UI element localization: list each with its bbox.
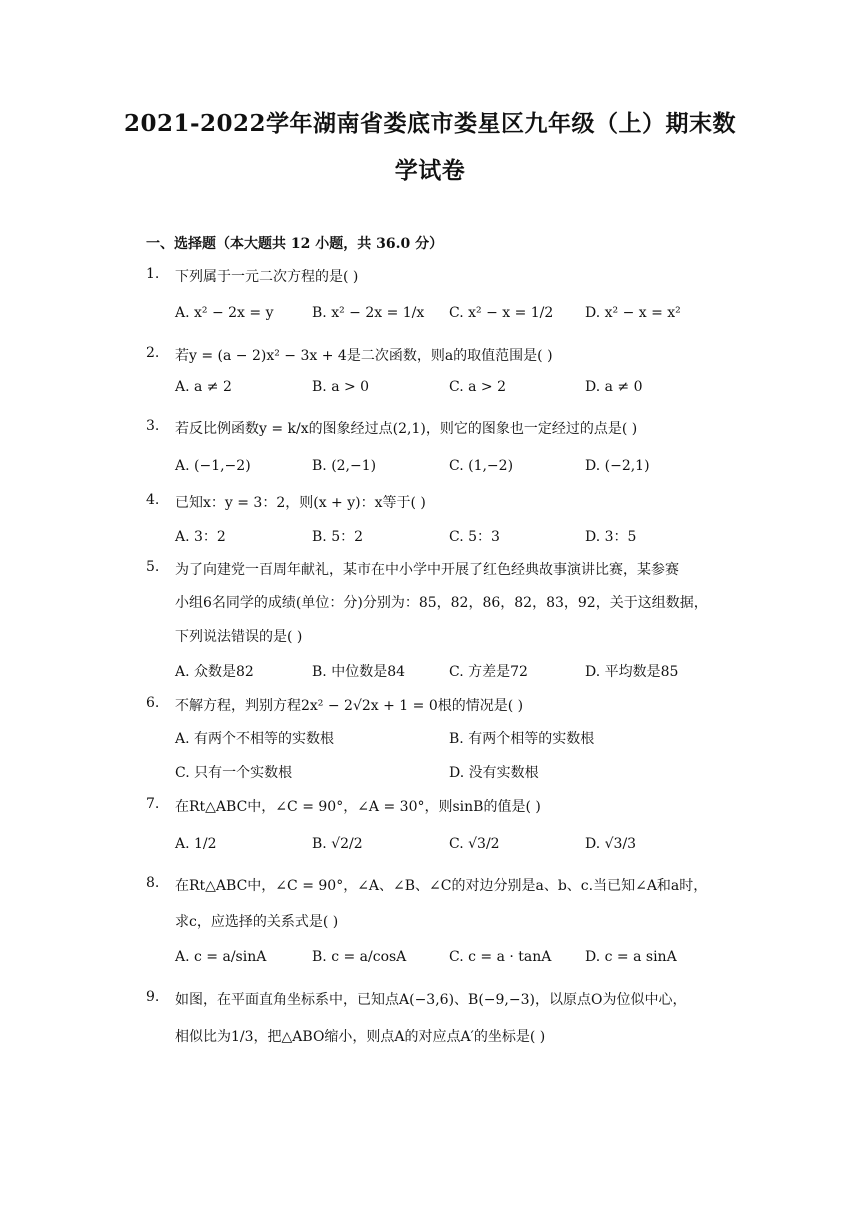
question-stem: 为了向建党一百周年献礼，某市在中小学中开展了红色经典故事演讲比赛，某参赛 (175, 562, 679, 578)
option-a[interactable]: A. 1/2 (175, 836, 217, 852)
option-d[interactable]: D. c = a sinA (585, 949, 677, 965)
question-number: 6. (146, 695, 160, 711)
question-9 (146, 989, 687, 1008)
option-a[interactable]: A. 3：2 (175, 529, 226, 545)
option-b[interactable]: B. a > 0 (312, 379, 370, 395)
option-c[interactable]: C. a > 2 (449, 379, 506, 395)
option-c[interactable]: C. c = a · tanA (449, 949, 552, 965)
option-b[interactable]: B. c = a/cosA (312, 949, 407, 965)
option-a[interactable]: A. x² − 2x = y (175, 305, 274, 321)
question-number: 7. (146, 796, 160, 812)
question-7 (146, 796, 541, 815)
option-d[interactable]: D. 3：5 (585, 529, 637, 545)
exam-title-line1: 2021-2022学年湖南省娄底市娄星区九年级（上）期末数 (123, 110, 737, 137)
question-4 (146, 492, 426, 511)
option-b[interactable]: B. 中位数是84 (312, 664, 406, 680)
question-stem-continued: 下列说法错误的是( ) (175, 629, 303, 645)
section-heading: 一、选择题（本大题共 12 小题，共 36.0 分） (146, 236, 444, 252)
option-c[interactable]: C. x² − x = 1/2 (449, 305, 554, 321)
option-a[interactable]: A. 有两个不相等的实数根 (175, 731, 335, 747)
question-number: 2. (146, 345, 160, 361)
question-number: 9. (146, 989, 160, 1005)
option-d[interactable]: D. a ≠ 0 (585, 379, 643, 395)
option-d[interactable]: D. 没有实数根 (449, 765, 539, 781)
option-d[interactable]: D. x² − x = x² (585, 305, 681, 321)
question-2 (146, 345, 553, 364)
option-b[interactable]: B. (2,−1) (312, 458, 377, 474)
question-6 (146, 695, 524, 714)
question-5 (146, 559, 679, 578)
question-1 (146, 266, 359, 285)
option-c[interactable]: C. (1,−2) (449, 458, 514, 474)
option-d[interactable]: D. 平均数是85 (585, 664, 679, 680)
question-stem-continued: 相似比为1/3，把△ABO缩小，则点A的对应点A′的坐标是( ) (175, 1029, 546, 1045)
question-stem: 不解方程，判别方程2x² − 2√2x + 1 = 0根的情况是( ) (175, 698, 524, 714)
question-stem-continued: 求c，应选择的关系式是( ) (175, 914, 339, 930)
question-8 (146, 875, 708, 894)
question-stem: 如图，在平面直角坐标系中，已知点A(−3,6)、B(−9,−3)，以原点O为位似中心， (175, 992, 687, 1008)
option-d[interactable]: D. √3/3 (585, 836, 637, 852)
exam-title-line2: 学试卷 (394, 157, 466, 184)
question-number: 3. (146, 418, 160, 434)
option-b[interactable]: B. x² − 2x = 1/x (312, 305, 425, 321)
question-stem-continued: 小组6名同学的成绩(单位：分)分别为：85，82，86，82，83，92，关于这组数据， (175, 595, 708, 611)
question-number: 5. (146, 559, 160, 575)
option-b[interactable]: B. 5：2 (312, 529, 364, 545)
option-b[interactable]: B. 有两个相等的实数根 (449, 731, 595, 747)
question-stem: 若反比例函数y = k/x的图象经过点(2,1)，则它的图象也一定经过的点是( ) (175, 421, 638, 437)
question-number: 8. (146, 875, 160, 891)
question-stem: 下列属于一元二次方程的是( ) (175, 269, 359, 285)
question-stem: 在Rt△ABC中，∠C = 90°，∠A、∠B、∠C的对边分别是a、b、c.当已知∠A和a时， (175, 878, 708, 894)
question-3 (146, 418, 638, 437)
option-a[interactable]: A. (−1,−2) (175, 458, 251, 474)
option-c[interactable]: C. 只有一个实数根 (175, 765, 293, 781)
option-c[interactable]: C. √3/2 (449, 836, 500, 852)
option-a[interactable]: A. c = a/sinA (175, 949, 267, 965)
option-a[interactable]: A. a ≠ 2 (175, 379, 232, 395)
option-c[interactable]: C. 方差是72 (449, 664, 528, 680)
question-number: 4. (146, 492, 160, 508)
option-b[interactable]: B. √2/2 (312, 836, 363, 852)
question-stem: 若y = (a − 2)x² − 3x + 4是二次函数，则a的取值范围是( ) (175, 348, 553, 364)
option-c[interactable]: C. 5：3 (449, 529, 500, 545)
option-a[interactable]: A. 众数是82 (175, 664, 254, 680)
question-number: 1. (146, 266, 160, 282)
option-d[interactable]: D. (−2,1) (585, 458, 650, 474)
question-stem: 已知x：y = 3：2，则(x + y)：x等于( ) (175, 495, 426, 511)
question-stem: 在Rt△ABC中，∠C = 90°，∠A = 30°，则sinB的值是( ) (175, 799, 541, 815)
